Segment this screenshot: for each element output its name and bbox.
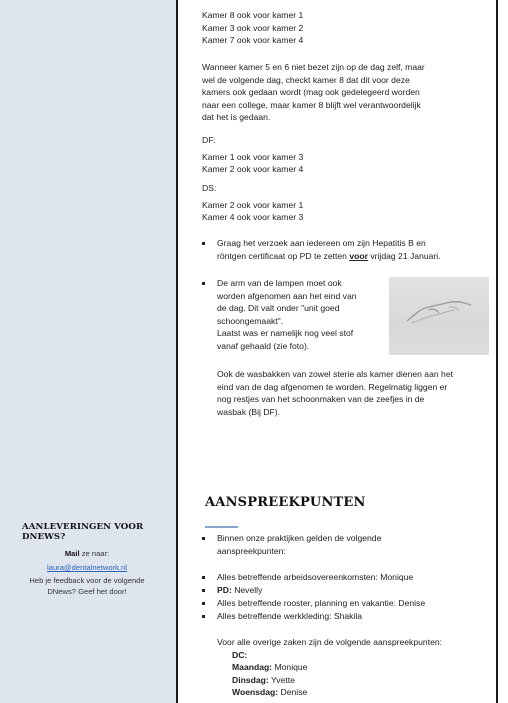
other-contacts [217,636,442,699]
other-contacts-intro: Voor alle overige zaken zijn de volgende aanspreekpunten: [217,637,443,647]
mail-instruction [22,548,152,559]
room-line: Kamer 2 ook voor kamer 4 [202,164,304,174]
section-title-aanspreekpunten: AANSPREEKPUNTEN [205,495,366,510]
contact-value: Alles betreffende arbeidsovereenkomsten: Monique [217,572,414,582]
contact-text [217,610,362,623]
paragraph-line: wasbak (Bij DF). [217,406,281,417]
emphasis-voor: voor [349,250,368,261]
bullet-text [217,277,357,352]
paragraph-line: nog restjes van het schoonmaken van de zeefjes in de [217,394,425,404]
bullet-icon [202,602,205,605]
paragraph-room-check [202,61,425,124]
location-label [217,649,442,662]
dc-label: DC: [232,649,248,660]
paragraph-line: wel de volgende dag, checkt kamer 8 dat dit voor deze [202,74,410,85]
room-line: Kamer 4 ook voor kamer 3 [202,212,304,222]
day-name: Yvette [268,674,295,685]
bullet-line: de dag. Dit valt onder "unit goed [217,303,340,313]
email-link[interactable]: laura@dentalnetwork.nl [47,563,127,572]
day-contact [217,686,442,699]
sidebar-submissions-box [22,523,152,597]
day-label: Dinsdag: [232,674,269,685]
contact-text [217,584,262,597]
paragraph-line: dat het is gedaan. [202,112,271,122]
day-name: Denise [278,687,308,697]
contact-text [217,597,425,610]
bullet-icon [202,537,205,540]
bullet-icon [202,242,205,245]
bullet-line: vanaf gehaald (zie foto). [217,340,310,351]
df-label: DF: [202,135,216,145]
day-label: Woensdag: [232,687,279,697]
bullet-icon [202,615,205,618]
contact-value: Nevelly [231,585,263,595]
dust-photo [389,277,489,355]
room-line: Kamer 7 ook voor kamer 4 [202,35,304,45]
contact-bold: PD: [217,585,232,595]
bullet-line: Graag het verzoek aan iedereen om zijn Hepatitis B en [217,238,426,248]
dust-photo-image [389,277,489,355]
bullet-line: aanspreekpunten: [217,545,286,556]
ds-label: DS: [202,183,217,193]
paragraph-line: eind van de dag afgenomen te worden. Regelmatig liggen er [217,381,448,392]
sidebar [0,0,178,703]
bullet-icon [202,589,205,592]
sidebar-heading: AANLEVERINGEN VOOR DNEWS? [22,522,144,542]
df-section [202,134,303,176]
bullet-line [217,250,441,263]
day-name: Monique [272,662,308,672]
title-underline [205,526,238,528]
day-contact [217,661,442,674]
ds-section [202,182,303,224]
paragraph-line: naar een college, maar kamer 8 blijft wel verantwoordelijk [202,99,421,110]
paragraph-line: Wanneer kamer 5 en 6 niet bezet zijn op de dag zelf, maar [202,62,425,72]
room-line: Kamer 1 ook voor kamer 3 [202,151,304,162]
room-list-top [202,9,303,47]
contact-text [217,571,413,584]
day-contact [217,674,442,687]
room-line: Kamer 2 ook voor kamer 1 [202,199,304,210]
room-line: Kamer 8 ook voor kamer 1 [202,10,304,20]
day-label: Maandag: [232,662,273,672]
right-border-rule [496,0,498,703]
bullet-text [217,237,441,262]
text-span: röntgen certificaat op PD te zetten [217,250,350,261]
bullet-line: Laatst was er namelijk nog veel stof [217,328,354,338]
email-row [22,562,152,573]
bullet-line: worden afgenomen aan het eind van [217,290,357,301]
mail-suffix: ze naar: [79,549,110,558]
wasbak-paragraph [217,368,453,418]
text-span: vrijdag 21 Januari. [367,250,441,261]
bullet-line: schoongemaakt". [217,315,284,326]
feedback-text: Heb je feedback voor de volgende DNews? Geef het door! [29,576,145,596]
bullet-icon [202,576,205,579]
paragraph-line: kamers ook gedaan wordt (mag ook gedelegeerd worden [202,87,420,97]
bullet-line: De arm van de lampen moet ook [217,278,342,288]
contact-value: Alles betreffende rooster, planning en vakantie: Denise [217,598,426,608]
bullet-icon [202,282,205,285]
bullet-text [217,532,381,557]
room-line: Kamer 3 ook voor kamer 2 [202,22,304,33]
bullet-line: Binnen onze praktijken gelden de volgende [217,533,382,543]
paragraph-line: Ook de wasbakken van zowel sterie als kamer dienen aan het [217,369,453,379]
contact-value: Alles betreffende werkkleding: Shakila [217,611,363,621]
mail-label: Mail [64,549,80,558]
